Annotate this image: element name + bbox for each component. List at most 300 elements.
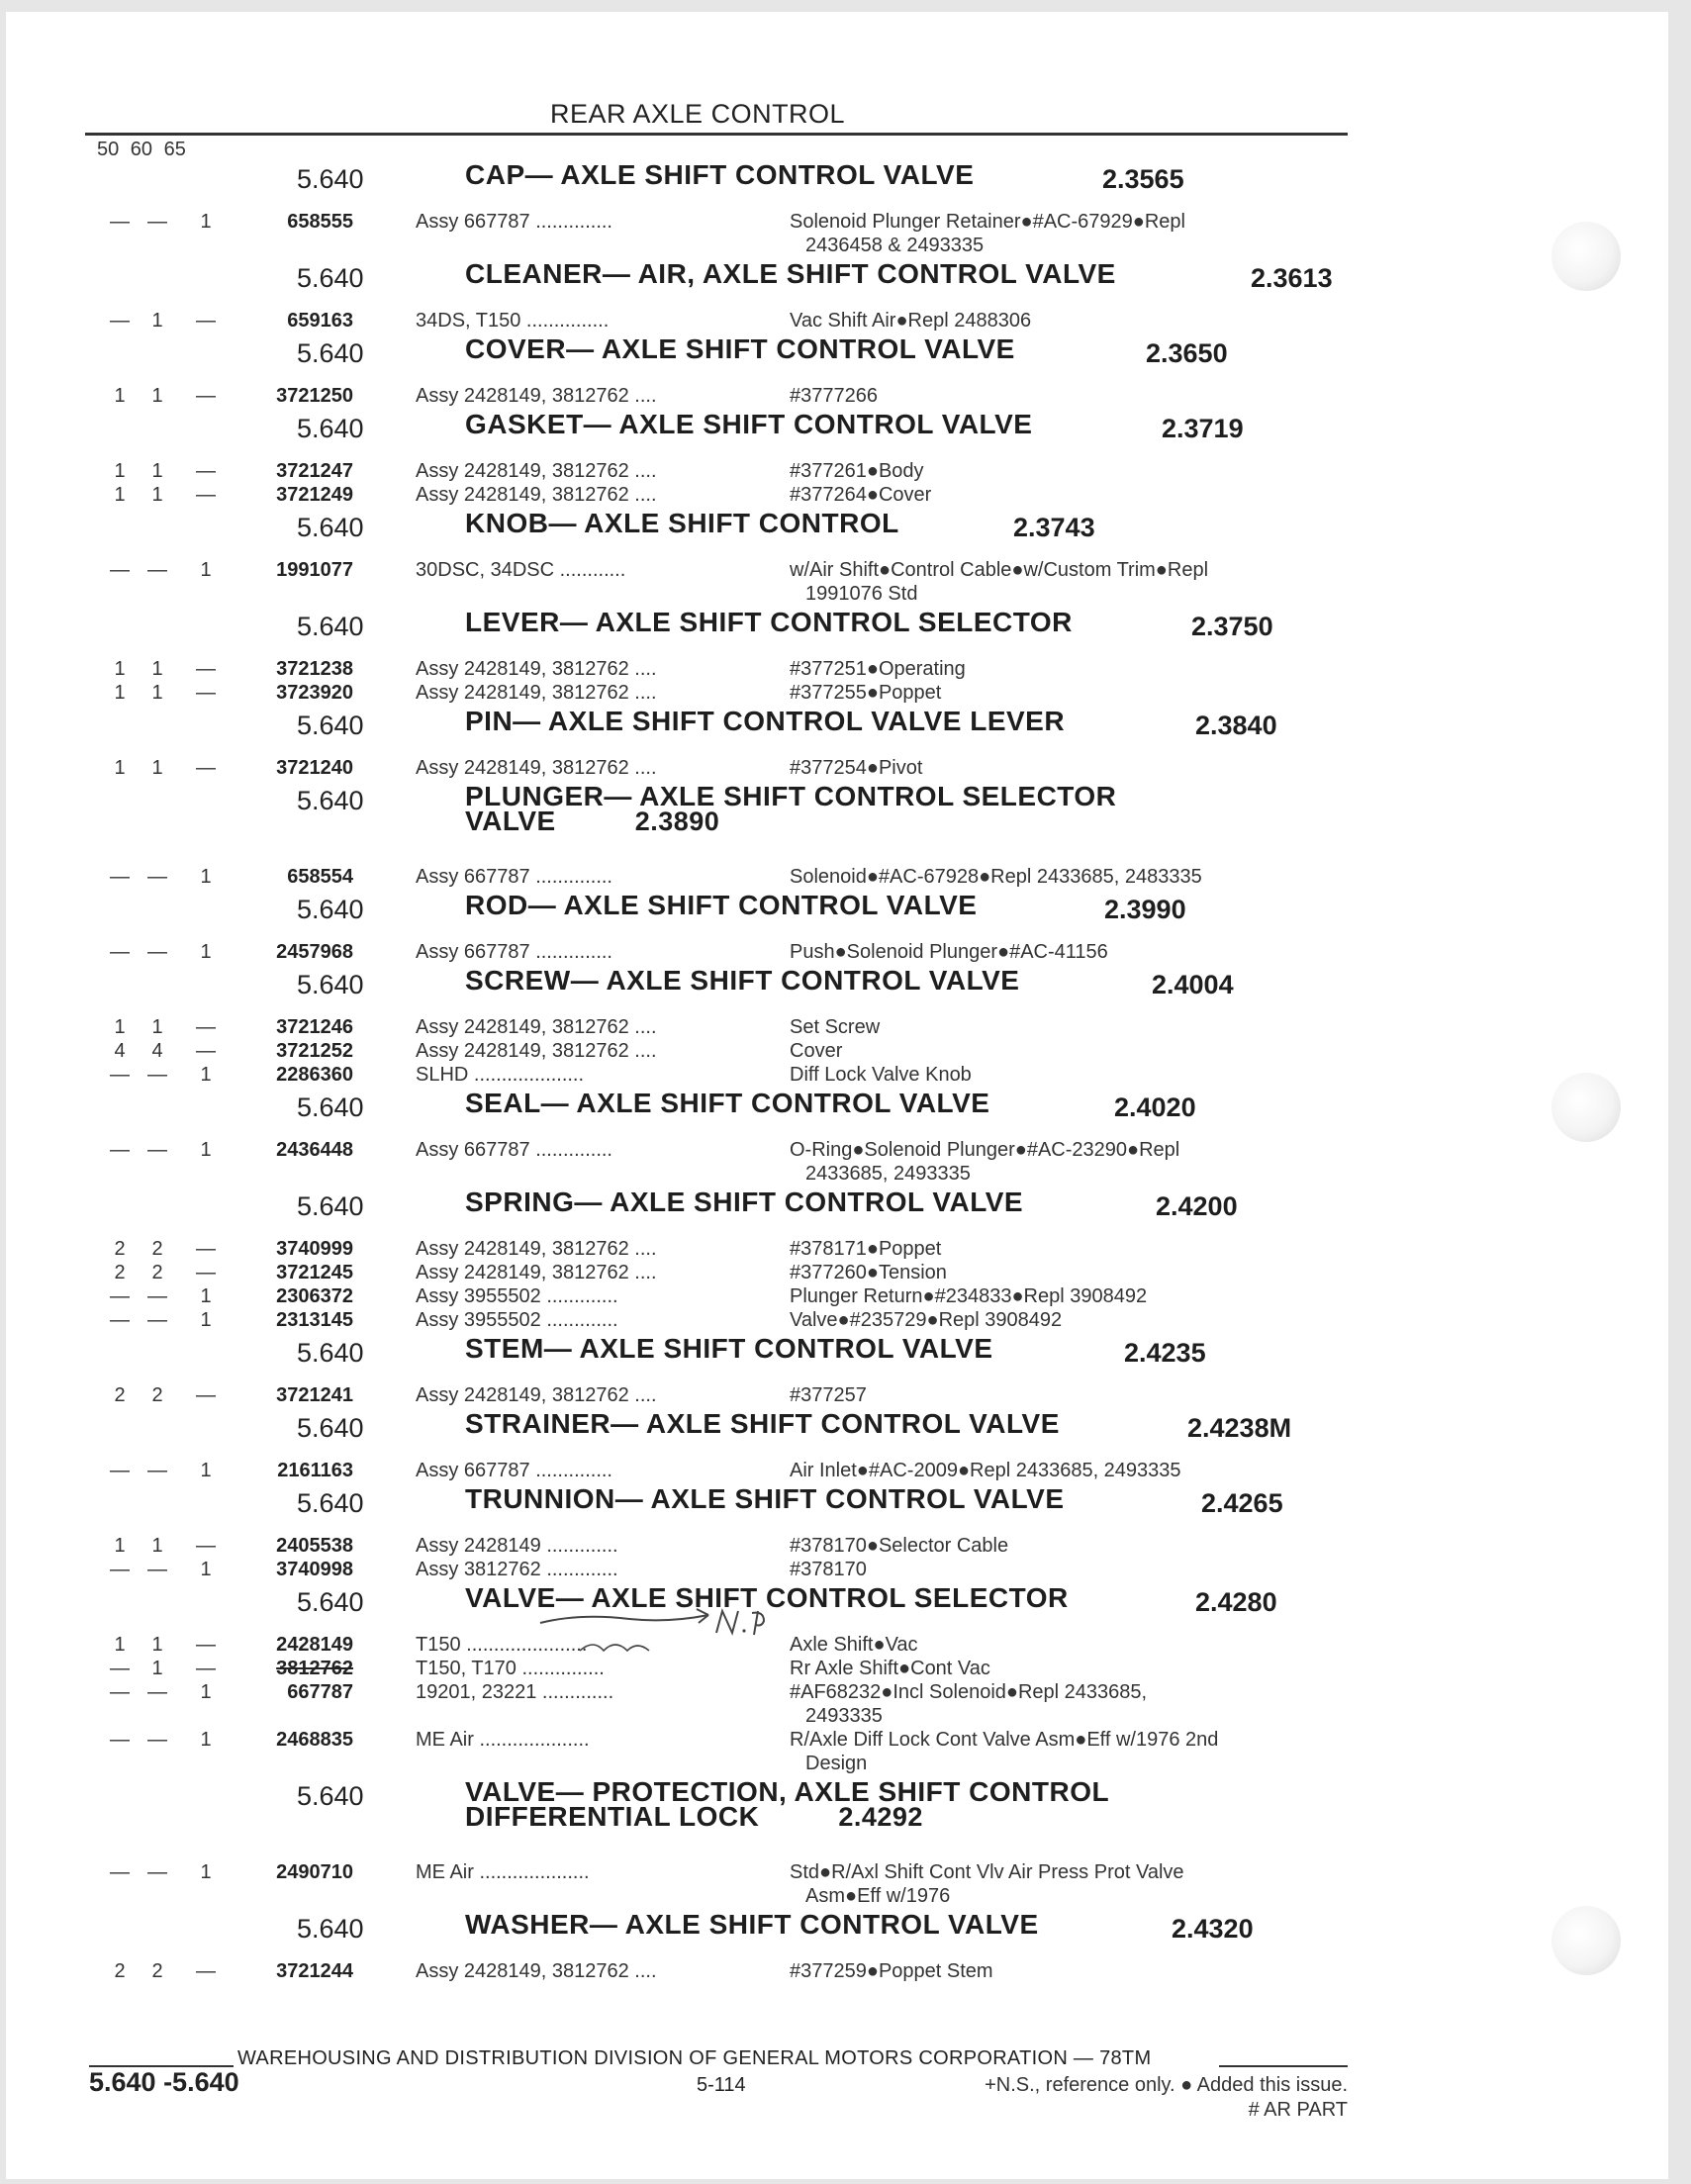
description (790, 384, 1363, 408)
section-title (465, 890, 978, 920)
part-row (6, 1860, 1391, 1908)
qty-1950: — (110, 310, 130, 332)
section-header (6, 1908, 1391, 1959)
description (790, 1039, 1363, 1063)
qty-1960: — (147, 1681, 167, 1703)
section-number: 2.4280 (1195, 1587, 1277, 1617)
part-section (6, 1407, 1391, 1482)
section-number: 2.4200 (1156, 1191, 1238, 1221)
description-line: #377254●Pivot (790, 757, 923, 779)
section-number: 2.4238M (1187, 1413, 1292, 1443)
qty-1965: 1 (200, 866, 212, 888)
section-header (6, 889, 1391, 940)
application: Assy 2428149, 3812762 .... (416, 1238, 657, 1260)
part-row (6, 1284, 1391, 1308)
part-row (6, 1657, 1391, 1680)
section-number: 2.3890 (634, 807, 720, 836)
section-number: 2.3840 (1195, 711, 1277, 740)
description (790, 459, 1363, 483)
qty-1965: — (196, 310, 216, 332)
part-row (6, 1728, 1391, 1775)
section-title-text: GASKET— AXLE SHIFT CONTROL VALVE (465, 409, 1033, 439)
application: Assy 2428149, 3812762 .... (416, 658, 657, 680)
section-code: 5.640 (297, 513, 364, 542)
description-line: w/Air Shift●Control Cable●w/Custom Trim●Repl (790, 559, 1209, 581)
section-title-text: WASHER— AXLE SHIFT CONTROL VALVE (465, 1909, 1039, 1940)
section-title (465, 1333, 993, 1364)
application: Assy 2428149, 3812762 .... (416, 460, 657, 482)
application: Assy 667787 .............. (416, 941, 612, 963)
qty-1950: 1 (114, 385, 126, 407)
section-title-text: CLEANER— AIR, AXLE SHIFT CONTROL VALVE (465, 258, 1116, 289)
description-line: #377260●Tension (790, 1262, 947, 1283)
description (790, 1728, 1363, 1775)
part-number: 3721240 (276, 757, 353, 779)
application: Assy 2428149, 3812762 .... (416, 1960, 657, 1982)
application: 30DSC, 34DSC ............ (416, 559, 626, 581)
section-code: 5.640 (297, 612, 364, 641)
qty-1950: — (110, 559, 130, 581)
application: Assy 2428149, 3812762 .... (416, 757, 657, 779)
part-number: 3740999 (276, 1238, 353, 1260)
qty-1960: 2 (151, 1960, 163, 1982)
part-number: 2468835 (276, 1729, 353, 1751)
section-number: 2.4320 (1172, 1914, 1254, 1944)
part-row (6, 1138, 1391, 1186)
application: 19201, 23221 ............. (416, 1681, 614, 1703)
qty-1950: 1 (114, 484, 126, 506)
qty-1950: 2 (114, 1238, 126, 1260)
part-number: 2161163 (277, 1460, 353, 1481)
part-row (6, 1039, 1391, 1063)
description (790, 1959, 1363, 1983)
part-row (6, 1261, 1391, 1284)
description-line: Plunger Return●#234833●Repl 3908492 (790, 1285, 1148, 1307)
qty-1950: 2 (114, 1262, 126, 1283)
section-title-text: CAP— AXLE SHIFT CONTROL VALVE (465, 159, 975, 190)
part-row (6, 384, 1391, 408)
section-title-text: COVER— AXLE SHIFT CONTROL VALVE (465, 333, 1015, 364)
part-section (6, 158, 1391, 257)
qty-1965: — (196, 682, 216, 704)
description-line: Rr Axle Shift●Cont Vac (790, 1658, 990, 1679)
section-number: 2.4235 (1124, 1338, 1206, 1368)
part-section (6, 1482, 1391, 1581)
part-section (6, 705, 1391, 780)
qty-1965: — (196, 1016, 216, 1038)
qty-1960: — (147, 1559, 167, 1580)
qty-1950: — (110, 1309, 130, 1331)
part-row (6, 657, 1391, 681)
qty-1965: 1 (200, 1861, 212, 1883)
section-header (6, 780, 1391, 865)
part-number: 3721245 (276, 1262, 353, 1283)
application: Assy 667787 .............. (416, 211, 612, 233)
application: Assy 2428149, 3812762 .... (416, 682, 657, 704)
description (790, 1284, 1363, 1308)
section-header (6, 1186, 1391, 1237)
qty-1960: 2 (151, 1384, 163, 1406)
description-continuation: 2433685, 2493335 (805, 1163, 971, 1185)
qty-1965: 1 (200, 1559, 212, 1580)
part-number: 658555 (287, 211, 353, 233)
part-number: 2457968 (276, 941, 353, 963)
part-number: 667787 (287, 1681, 353, 1703)
qty-1960: — (147, 559, 167, 581)
description (790, 1138, 1363, 1186)
footer-page-number: 5-114 (697, 2074, 746, 2096)
part-row (6, 1633, 1391, 1657)
section-title (465, 1582, 1069, 1613)
application: T150 ...................... (416, 1634, 588, 1656)
footer-ar-part: # AR PART (1248, 2099, 1348, 2121)
section-header (6, 1775, 1391, 1860)
part-number: 3812762 (276, 1658, 353, 1679)
section-header (6, 1332, 1391, 1383)
description (790, 1063, 1363, 1087)
model-year-columns: 50 60 65 (97, 139, 186, 160)
part-number: 3721252 (276, 1040, 353, 1062)
section-number: 2.3650 (1146, 338, 1228, 368)
qty-1960: 1 (151, 757, 163, 779)
section-code: 5.640 (297, 1338, 364, 1368)
title-rule (85, 133, 1348, 136)
qty-1950: — (110, 211, 130, 233)
description-line: Set Screw (790, 1016, 881, 1038)
section-header (6, 1581, 1391, 1633)
section-code: 5.640 (297, 263, 364, 293)
part-number: 659163 (287, 310, 353, 332)
section-code: 5.640 (297, 970, 364, 999)
application: Assy 2428149, 3812762 .... (416, 1040, 657, 1062)
qty-1950: — (110, 1559, 130, 1580)
section-title (465, 333, 1015, 364)
section-title-text-line2: VALVE (465, 806, 556, 836)
part-row (6, 1237, 1391, 1261)
qty-1950: 1 (114, 1535, 126, 1557)
application: Assy 667787 .............. (416, 1460, 612, 1481)
section-number: 2.3719 (1162, 414, 1244, 443)
description-line: #378170●Selector Cable (790, 1535, 1009, 1557)
section-title (465, 706, 1066, 736)
description-line: #378170 (790, 1559, 867, 1580)
section-title (465, 607, 1073, 637)
section-title (465, 258, 1116, 289)
qty-1950: 1 (114, 757, 126, 779)
description (790, 1633, 1363, 1657)
part-section (6, 889, 1391, 964)
description-line: O-Ring●Solenoid Plunger●#AC-23290●Repl (790, 1139, 1180, 1161)
section-header (6, 158, 1391, 210)
qty-1965: — (196, 385, 216, 407)
qty-1960: — (147, 211, 167, 233)
application: Assy 667787 .............. (416, 866, 612, 888)
description-line: #AF68232●Incl Solenoid●Repl 2433685, (790, 1681, 1148, 1703)
section-number: 2.3743 (1013, 513, 1095, 542)
part-row (6, 483, 1391, 507)
qty-1960: 1 (151, 682, 163, 704)
qty-1960: 1 (151, 484, 163, 506)
section-title (465, 1483, 1065, 1514)
description (790, 210, 1363, 257)
description (790, 1237, 1363, 1261)
section-code: 5.640 (297, 1092, 364, 1122)
qty-1960: 1 (151, 1658, 163, 1679)
description (790, 657, 1363, 681)
section-number: 2.4020 (1114, 1092, 1196, 1122)
qty-1965: — (196, 1634, 216, 1656)
part-number: 2286360 (276, 1064, 353, 1086)
description-continuation: 2493335 (805, 1705, 883, 1727)
application: Assy 2428149, 3812762 .... (416, 484, 657, 506)
description (790, 1383, 1363, 1407)
part-section (6, 1775, 1391, 1908)
footer-division: WAREHOUSING AND DISTRIBUTION DIVISION OF GENERAL MOTORS CORPORATION — 78TM (237, 2047, 1152, 2069)
section-title-text: SEAL— AXLE SHIFT CONTROL VALVE (465, 1088, 990, 1118)
section-code: 5.640 (297, 414, 364, 443)
description-continuation: Design (805, 1753, 868, 1774)
qty-1965: 1 (200, 211, 212, 233)
qty-1950: — (110, 1681, 130, 1703)
section-header (6, 705, 1391, 756)
qty-1950: — (110, 1658, 130, 1679)
application: 34DS, T150 ............... (416, 310, 610, 332)
application: Assy 2428149, 3812762 .... (416, 1384, 657, 1406)
part-number: 3721247 (276, 460, 353, 482)
part-row (6, 558, 1391, 606)
qty-1965: — (196, 1384, 216, 1406)
part-section (6, 1186, 1391, 1332)
qty-1960: 1 (151, 658, 163, 680)
qty-1965: — (196, 1960, 216, 1982)
footer-section-range: 5.640 -5.640 (89, 2067, 239, 2097)
qty-1965: — (196, 484, 216, 506)
application: Assy 2428149 ............. (416, 1535, 618, 1557)
qty-1950: — (110, 1064, 130, 1086)
binder-hole-middle (1551, 1073, 1621, 1142)
part-number: 1991077 (276, 559, 353, 581)
part-number: 3721241 (276, 1384, 353, 1406)
section-code: 5.640 (297, 1914, 364, 1944)
description (790, 681, 1363, 705)
qty-1950: — (110, 1460, 130, 1481)
part-number: 2490710 (276, 1861, 353, 1883)
section-title (465, 508, 899, 538)
section-title-text: TRUNNION— AXLE SHIFT CONTROL VALVE (465, 1483, 1065, 1514)
description (790, 1308, 1363, 1332)
qty-1950: 1 (114, 1634, 126, 1656)
section-title-text: PLUNGER— AXLE SHIFT CONTROL SELECTOR (465, 781, 1117, 811)
part-row (6, 309, 1391, 332)
description (790, 1015, 1363, 1039)
qty-1960: 1 (151, 1634, 163, 1656)
section-title (465, 159, 975, 190)
part-number: 2313145 (276, 1309, 353, 1331)
parts-sections (6, 158, 1391, 1983)
section-code: 5.640 (297, 338, 364, 368)
qty-1960: — (147, 866, 167, 888)
section-code: 5.640 (297, 1781, 364, 1811)
part-number: 3721246 (276, 1016, 353, 1038)
qty-1965: — (196, 658, 216, 680)
qty-1965: — (196, 460, 216, 482)
section-header (6, 1407, 1391, 1459)
section-title-text: STEM— AXLE SHIFT CONTROL VALVE (465, 1333, 993, 1364)
qty-1960: — (147, 1139, 167, 1161)
section-code: 5.640 (297, 1413, 364, 1443)
part-row (6, 1558, 1391, 1581)
qty-1960: 1 (151, 310, 163, 332)
section-title (465, 1776, 1197, 1832)
qty-1950: 1 (114, 460, 126, 482)
section-title-text-line2: DIFFERENTIAL LOCK (465, 1801, 760, 1832)
description-continuation: 1991076 Std (805, 583, 918, 605)
qty-1960: 1 (151, 1016, 163, 1038)
qty-1960: 1 (151, 1535, 163, 1557)
section-code: 5.640 (297, 1587, 364, 1617)
part-number: 3740998 (276, 1559, 353, 1580)
part-section (6, 408, 1391, 507)
part-row (6, 1383, 1391, 1407)
qty-1960: — (147, 941, 167, 963)
qty-1950: — (110, 941, 130, 963)
part-section (6, 964, 1391, 1087)
part-row (6, 756, 1391, 780)
section-title (465, 409, 1033, 439)
qty-1950: 4 (114, 1040, 126, 1062)
part-row (6, 1308, 1391, 1332)
qty-1960: 2 (151, 1238, 163, 1260)
part-section (6, 1087, 1391, 1186)
page-title: REAR AXLE CONTROL (550, 99, 846, 129)
description-line: Axle Shift●Vac (790, 1634, 918, 1656)
section-title-text: PIN— AXLE SHIFT CONTROL VALVE LEVER (465, 706, 1066, 736)
description-line: Solenoid Plunger Retainer●#AC-67929●Repl (790, 211, 1185, 233)
part-row (6, 1959, 1391, 1983)
part-section (6, 780, 1391, 889)
section-title (465, 965, 1020, 996)
qty-1950: — (110, 1729, 130, 1751)
qty-1965: — (196, 1238, 216, 1260)
part-number: 2428149 (276, 1634, 353, 1656)
part-row (6, 1459, 1391, 1482)
section-title (465, 1088, 990, 1118)
part-number: 3721249 (276, 484, 353, 506)
part-row (6, 940, 1391, 964)
description (790, 1534, 1363, 1558)
qty-1965: 1 (200, 941, 212, 963)
application: Assy 2428149, 3812762 .... (416, 1016, 657, 1038)
description-line: #377259●Poppet Stem (790, 1960, 993, 1982)
description-line: Push●Solenoid Plunger●#AC-41156 (790, 941, 1108, 963)
qty-1950: 1 (114, 682, 126, 704)
part-row (6, 1680, 1391, 1728)
qty-1965: — (196, 1535, 216, 1557)
description-line: #378171●Poppet (790, 1238, 942, 1260)
application: Assy 3955502 ............. (416, 1309, 618, 1331)
binder-hole-bottom (1551, 1906, 1621, 1975)
section-header (6, 408, 1391, 459)
application: Assy 2428149, 3812762 .... (416, 1262, 657, 1283)
application: Assy 3812762 ............. (416, 1559, 618, 1580)
section-number: 2.3565 (1102, 164, 1184, 194)
qty-1965: 1 (200, 559, 212, 581)
section-header (6, 1087, 1391, 1138)
description-continuation: 2436458 & 2493335 (805, 235, 985, 256)
description (790, 940, 1363, 964)
section-header (6, 964, 1391, 1015)
part-section (6, 1332, 1391, 1407)
section-title-text: STRAINER— AXLE SHIFT CONTROL VALVE (465, 1408, 1060, 1439)
section-title-text: ROD— AXLE SHIFT CONTROL VALVE (465, 890, 978, 920)
qty-1960: — (147, 1460, 167, 1481)
part-section (6, 507, 1391, 606)
section-code: 5.640 (297, 786, 364, 815)
description (790, 309, 1363, 332)
description (790, 558, 1363, 606)
description-line: #377261●Body (790, 460, 924, 482)
description-line: Solenoid●#AC-67928●Repl 2433685, 2483335 (790, 866, 1202, 888)
qty-1950: 2 (114, 1384, 126, 1406)
description-line: #3777266 (790, 385, 878, 407)
qty-1960: 1 (151, 385, 163, 407)
description-line: Cover (790, 1040, 843, 1062)
section-title (465, 1187, 1024, 1217)
qty-1960: 2 (151, 1262, 163, 1283)
part-row (6, 681, 1391, 705)
qty-1950: — (110, 1861, 130, 1883)
section-header (6, 332, 1391, 384)
description-line: #377264●Cover (790, 484, 932, 506)
section-header (6, 507, 1391, 558)
application: SLHD .................... (416, 1064, 585, 1086)
section-title-text: SPRING— AXLE SHIFT CONTROL VALVE (465, 1187, 1024, 1217)
qty-1960: — (147, 1064, 167, 1086)
section-number: 2.4004 (1152, 970, 1234, 999)
description-line: Vac Shift Air●Repl 2488306 (790, 310, 1032, 332)
part-number: 3721250 (276, 385, 353, 407)
application: Assy 3955502 ............. (416, 1285, 618, 1307)
qty-1965: — (196, 1040, 216, 1062)
qty-1965: 1 (200, 1064, 212, 1086)
qty-1965: — (196, 757, 216, 779)
qty-1950: 2 (114, 1960, 126, 1982)
qty-1960: — (147, 1309, 167, 1331)
part-section (6, 1581, 1391, 1775)
qty-1960: 1 (151, 460, 163, 482)
description-line: R/Axle Diff Lock Cont Valve Asm●Eff w/1976 2nd (790, 1729, 1219, 1751)
qty-1965: 1 (200, 1460, 212, 1481)
section-code: 5.640 (297, 895, 364, 924)
section-number: 2.3990 (1104, 895, 1186, 924)
section-code: 5.640 (297, 164, 364, 194)
qty-1965: 1 (200, 1729, 212, 1751)
section-title (465, 781, 1197, 836)
qty-1950: 1 (114, 1016, 126, 1038)
part-number: 2436448 (276, 1139, 353, 1161)
qty-1965: 1 (200, 1681, 212, 1703)
section-header (6, 257, 1391, 309)
qty-1960: — (147, 1285, 167, 1307)
section-header (6, 606, 1391, 657)
description (790, 1558, 1363, 1581)
section-title-text: VALVE— AXLE SHIFT CONTROL SELECTOR (465, 1582, 1069, 1613)
section-number: 2.3613 (1251, 263, 1333, 293)
catalog-page (6, 12, 1668, 2179)
description (790, 1459, 1363, 1482)
application: ME Air .................... (416, 1729, 590, 1751)
section-code: 5.640 (297, 1191, 364, 1221)
